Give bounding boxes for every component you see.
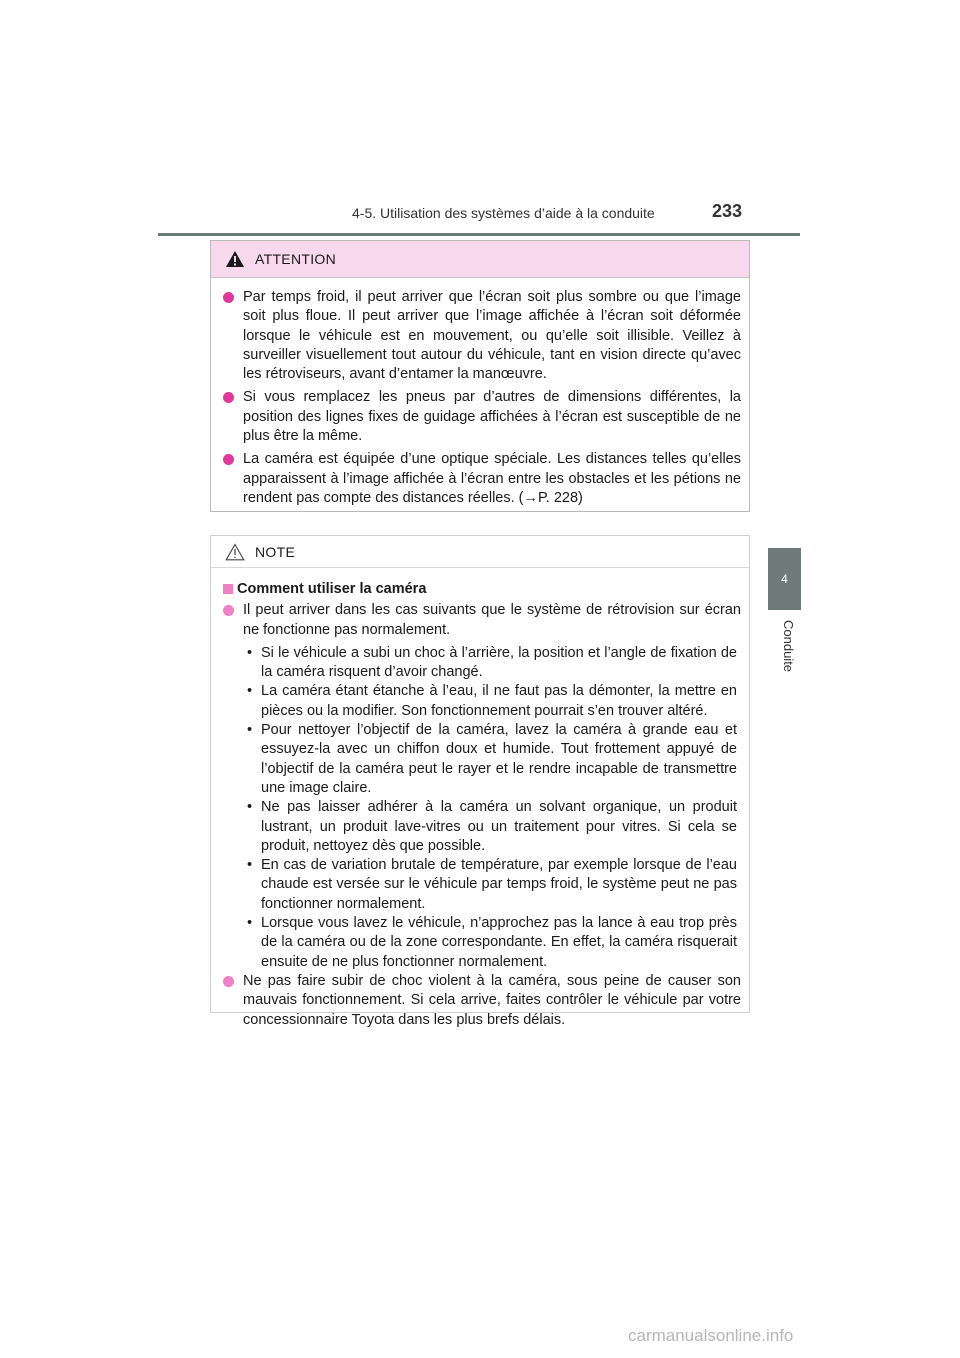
note-sub-list <box>223 644 741 972</box>
chapter-tab[interactable]: 4 <box>768 548 801 610</box>
caution-outline-icon <box>225 543 245 561</box>
note-sub-item-text: Pour nettoyer l’objectif de la caméra, lavez la caméra à grande eau et essuyez-la avec un chiffon doux et humide. Tout frottement appuyé de l’objectif de la caméra peut le rayer et le rendre incapable de transmettre une image claire. <box>261 722 737 796</box>
watermark: carmanualsonline.info <box>628 1326 794 1345</box>
bullet-icon <box>223 454 234 465</box>
dot-icon: • <box>247 915 253 932</box>
note-sub-item <box>243 914 741 972</box>
note-item <box>223 601 741 640</box>
dot-icon: • <box>247 799 253 816</box>
bullet-icon <box>223 292 234 303</box>
note-sub-item <box>243 721 741 798</box>
note-box <box>210 535 750 1028</box>
warning-item <box>223 288 741 384</box>
warning-item <box>223 388 741 446</box>
note-sub-item <box>243 682 741 721</box>
warning-item <box>223 450 741 508</box>
dot-icon: • <box>247 857 253 874</box>
chapter-label: Conduite <box>781 620 796 673</box>
note-sub-item-text: La caméra étant étanche à l’eau, il ne faut pas la démonter, la mettre en pièces ou la modifier. Son fonctionnement pourrait s’en trouver altéré. <box>261 683 737 719</box>
note-item-text: Ne pas faire subir de choc violent à la caméra, sous peine de causer son mauvais fonctionnement. Si cela arrive, faites contrôler le véhicule par votre concessionnaire Toyota dans les plus brefs délais. <box>243 972 741 1028</box>
warning-item-text: La caméra est équipée d’une optique spéciale. Les distances telles qu’elles apparaissent à l’image affichée à l’écran entre les obstacles et les pétions ne rendent pas compte des distances réelles. (→P. 228) <box>243 451 741 506</box>
bullet-icon <box>223 976 234 987</box>
warning-triangle-icon <box>225 250 245 268</box>
dot-icon: • <box>247 683 253 700</box>
warning-box-title: ATTENTION <box>255 251 336 267</box>
warning-item-text: Par temps froid, il peut arriver que l’écran soit plus sombre ou que l’image soit plus floue. Il peut arriver que l’image affichée à l’écran soit déformée lorsque le véhicule est en mouvement, ou qu’elle soit illisible. Veillez à surveiller visuellement tout autour du véhicule, tant en vision directe qu’avec les rétroviseurs, avant d’entamer la manœuvre. <box>243 289 741 383</box>
warning-box-header <box>211 241 749 278</box>
bullet-icon <box>223 392 234 403</box>
note-sub-item <box>243 856 741 914</box>
warning-item-text: Si vous remplacez les pneus par d’autres de dimensions différentes, la position des lignes fixes de guidage affichées à l’écran est susceptible de ne plus être la même. <box>243 389 741 445</box>
note-box-title: NOTE <box>255 543 296 560</box>
note-sub-item <box>243 644 741 683</box>
section-title: 4-5. Utilisation des systèmes d’aide à la conduite <box>352 205 655 221</box>
note-item <box>223 972 741 1030</box>
dot-icon: • <box>247 722 253 739</box>
note-subheading <box>223 580 741 599</box>
note-subheading-text: Comment utiliser la caméra <box>237 581 427 597</box>
note-sub-item-text: Ne pas laisser adhérer à la caméra un solvant organique, un produit lustrant, un produit lave-vitres ou un traitement pour vitres. Si cela se produit, nettoyez dès que possible. <box>261 799 737 854</box>
note-sub-item-text: Lorsque vous lavez le véhicule, n’approchez pas la lance à eau trop près de la caméra ou de la zone correspondante. En effet, la caméra risquerait ensuite de ne plus fonctionner normalement. <box>261 915 737 970</box>
note-item-text: Il peut arriver dans les cas suivants que le système de rétrovision sur écran ne fonctionne pas normalement. <box>243 602 741 638</box>
bullet-icon <box>223 605 234 616</box>
header-divider <box>158 233 800 236</box>
square-bullet-icon <box>223 584 233 594</box>
note-box-header <box>211 536 749 568</box>
warning-box <box>210 240 750 512</box>
note-sub-item <box>243 798 741 856</box>
dot-icon: • <box>247 644 253 661</box>
note-sub-item-text: En cas de variation brutale de température, par exemple lorsque de l’eau chaude est versée sur le véhicule par temps froid, le système peut ne pas fonctionner normalement. <box>261 857 737 912</box>
note-sub-item-text: Si le véhicule a subi un choc à l’arrière, la position et l’angle de fixation de la caméra risquent d’avoir changé. <box>261 644 737 681</box>
page-number: 233 <box>712 201 743 221</box>
